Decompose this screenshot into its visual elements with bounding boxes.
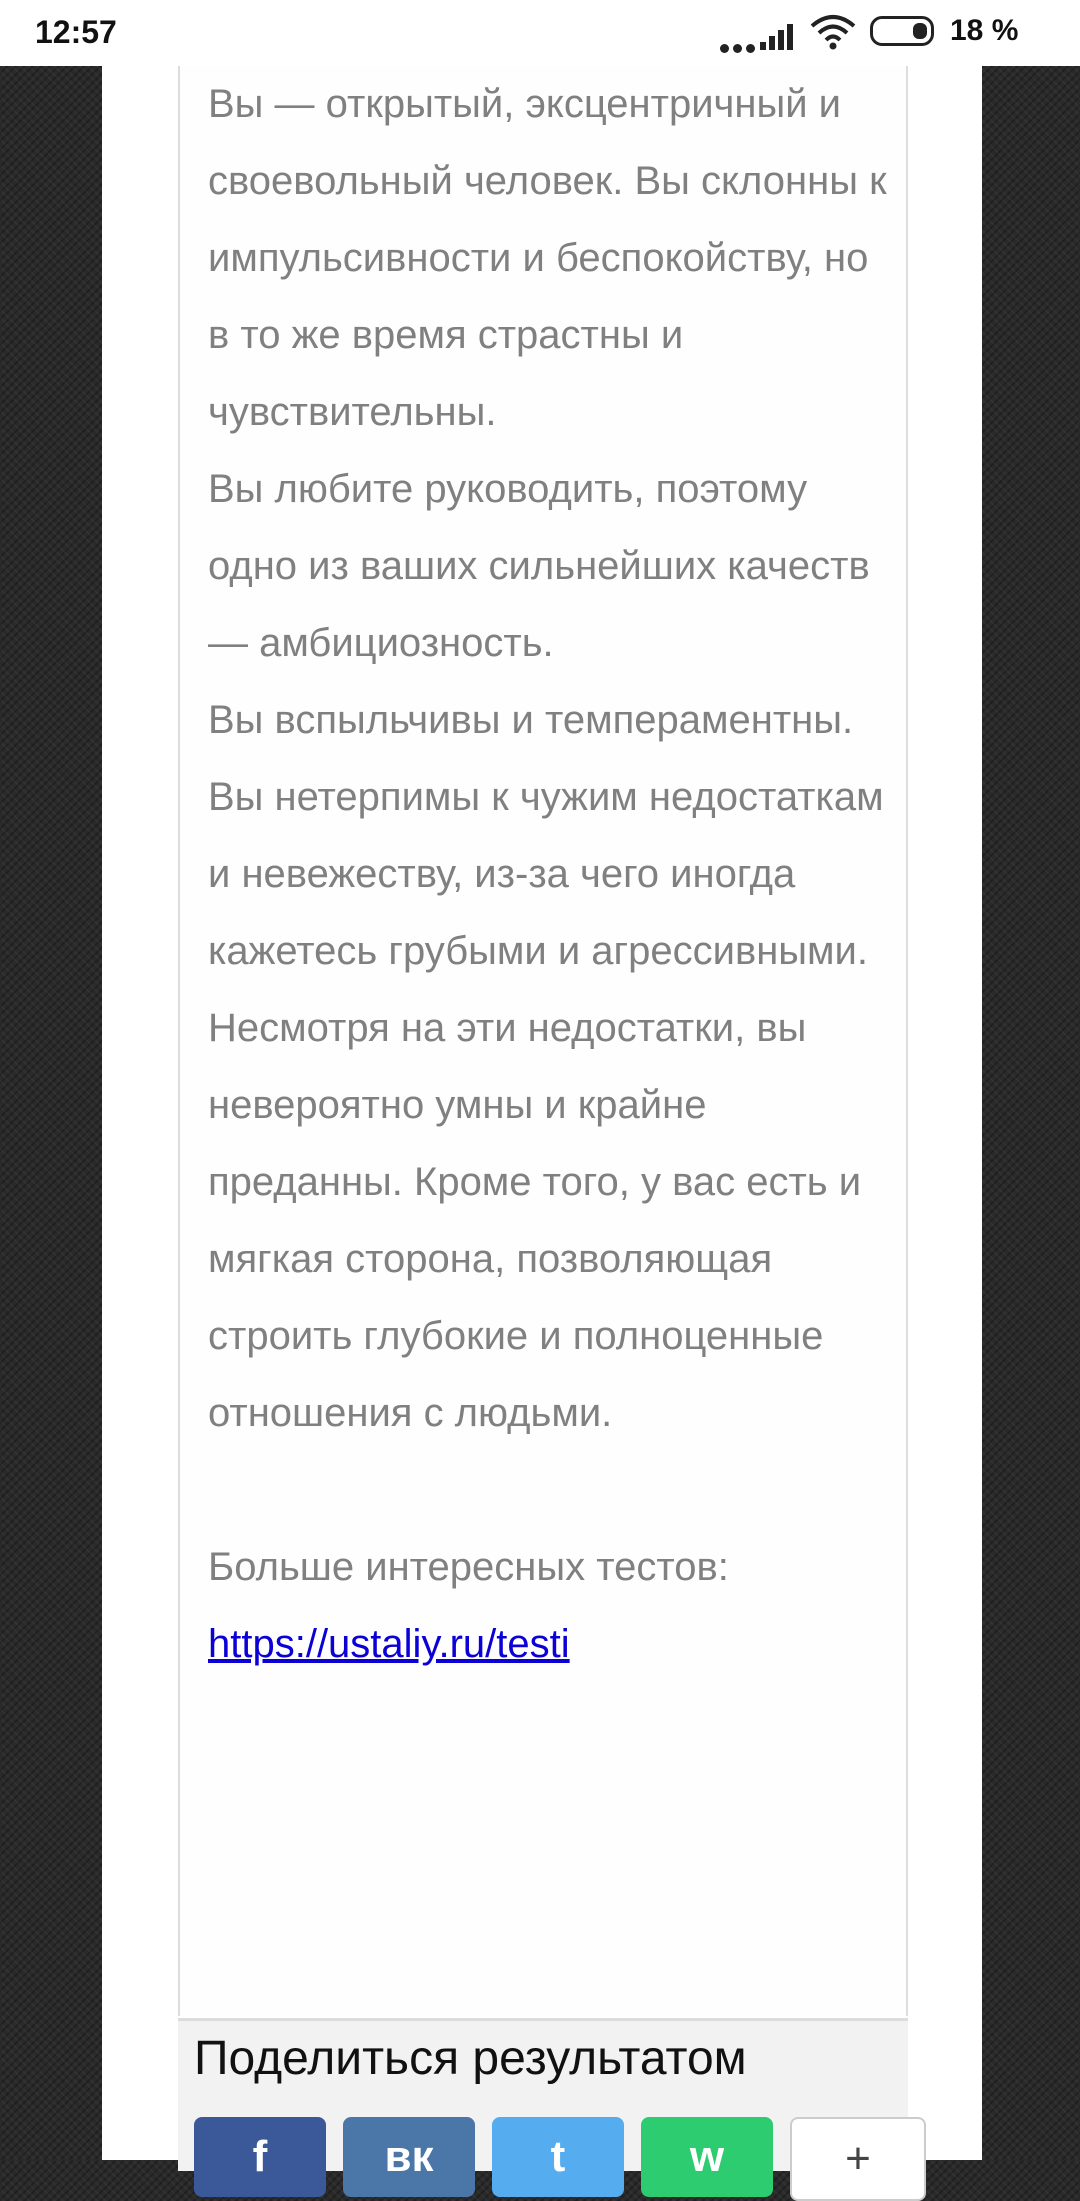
plus-icon: + (845, 2134, 871, 2183)
battery-icon (870, 16, 934, 46)
paragraph-3: Вы вспыльчивы и темпераментны. Вы нетерпимы к чужим недостаткам и невежеству, из-за чего иногда кажетесь грубыми и агрессивными. (208, 698, 884, 973)
paragraph-1: Вы — открытый, эксцентричный и своевольный человек. Вы склонны к импульсивности и беспокойству, но в то же время страстны и чувствительны. (208, 82, 887, 434)
more-tests-label: Больше интересных тестов: (208, 1545, 729, 1589)
battery-percent: 18 % (950, 14, 1019, 47)
paragraph-2: Вы любите руководить, поэтому одно из ваших сильнейших качеств — амбициозность. (208, 467, 870, 665)
whatsapp-share-button[interactable] (641, 2117, 773, 2197)
article-text (208, 66, 898, 1683)
signal-icon (760, 20, 800, 50)
paragraph-4: Несмотря на эти недостатки, вы невероятно умны и крайне преданны. Кроме того, у вас есть и мягкая сторона, позволяющая строить глубокие и полноценные отношения с людьми. (208, 1006, 862, 1435)
share-title: Поделиться результатом (194, 2032, 747, 2085)
facebook-share-button[interactable] (194, 2117, 326, 2197)
facebook-icon: f (252, 2132, 268, 2181)
page-container (102, 66, 982, 2183)
twitter-share-button[interactable] (492, 2117, 624, 2197)
vk-share-button[interactable] (343, 2117, 475, 2197)
more-share-button[interactable] (790, 2117, 926, 2201)
status-time: 12:57 (35, 14, 117, 50)
wifi-icon (810, 14, 856, 50)
more-dots-icon (720, 40, 759, 58)
whatsapp-icon: w (689, 2132, 725, 2181)
result-article (178, 66, 908, 2016)
status-bar (0, 0, 1080, 66)
vk-icon: вк (384, 2132, 434, 2181)
more-tests-link[interactable]: https://ustaliy.ru/testi (208, 1622, 570, 1666)
twitter-icon: t (550, 2132, 566, 2181)
share-section (178, 2018, 908, 2183)
spacer (208, 1452, 898, 1529)
